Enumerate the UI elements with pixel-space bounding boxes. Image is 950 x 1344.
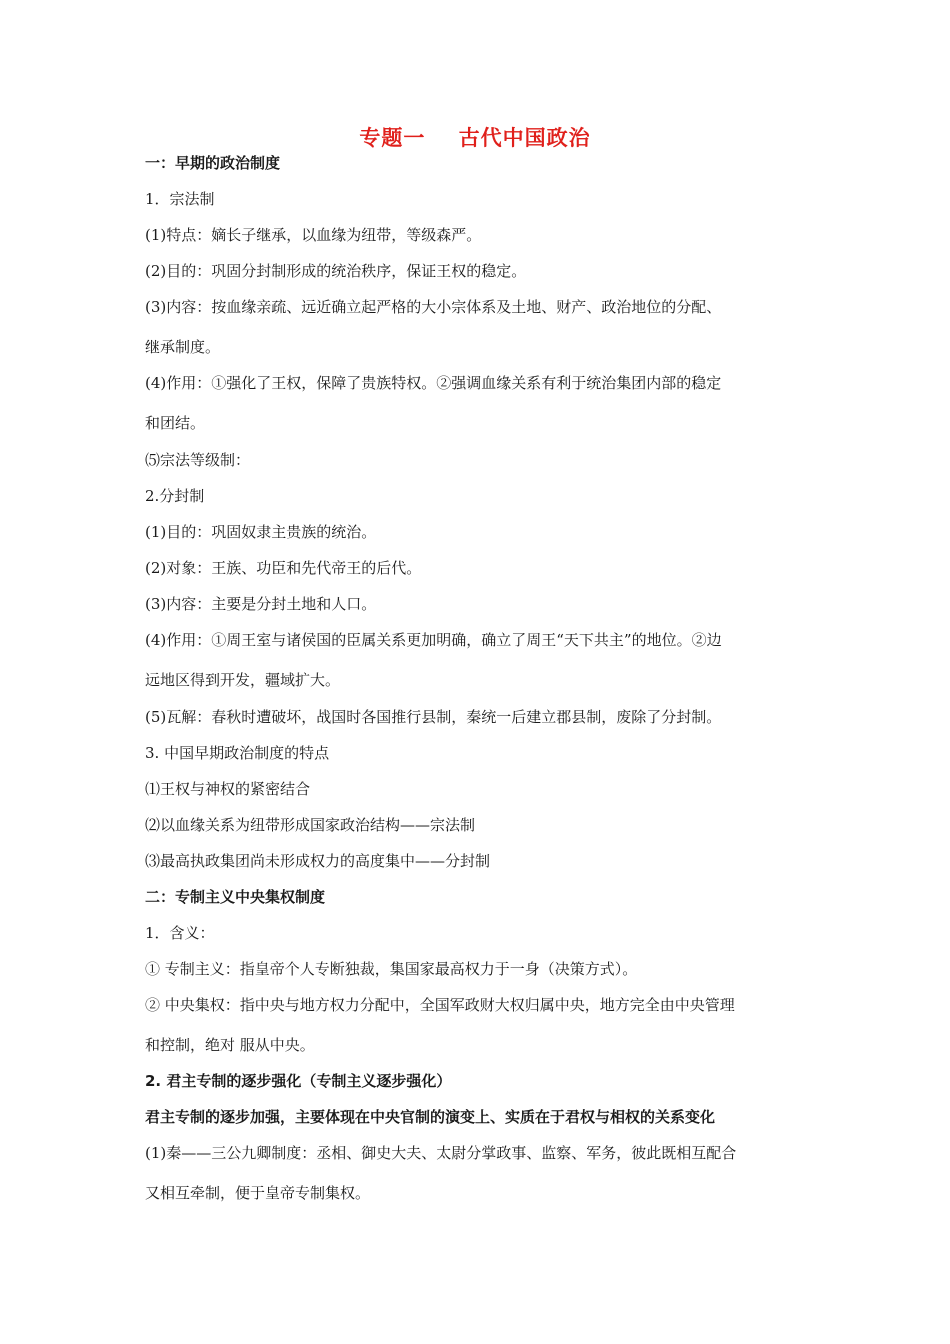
text-line: 远地区得到开发，疆域扩大。	[145, 671, 341, 689]
text-line: 又相互牵制，便于皇帝专制集权。	[145, 1184, 371, 1202]
text-line: (1)特点：嫡长子继承，以血缘为纽带，等级森严。	[145, 226, 482, 244]
bold-statement: 君主专制的逐步加强，主要体现在中央官制的演变上、实质在于君权与相权的关系变化	[145, 1108, 716, 1126]
subsection-heading: 1．宗法制	[145, 190, 215, 208]
text-line: (4)作用：①强化了王权，保障了贵族特权。②强调血缘关系有利于统治集团内部的稳定	[145, 374, 722, 392]
section-heading: 一：早期的政治制度	[145, 154, 281, 172]
text-line: (2)目的：巩固分封制形成的统治秩序，保证王权的稳定。	[145, 262, 527, 280]
section-heading: 二：专制主义中央集权制度	[145, 888, 326, 906]
subsection-heading: 1．含义：	[145, 924, 215, 942]
text-line: (1)目的：巩固奴隶主贵族的统治。	[145, 523, 377, 541]
text-line: (1)秦——三公九卿制度：丞相、御史大夫、太尉分掌政事、监察、军务，彼此既相互配合	[145, 1144, 737, 1162]
text-line: ① 专制主义：指皇帝个人专断独裁，集国家最高权力于一身（决策方式）。	[145, 960, 638, 978]
text-line: 和控制，绝对 服从中央。	[145, 1036, 315, 1054]
subsection-heading: 3. 中国早期政治制度的特点	[145, 744, 330, 762]
text-line: ⑶最高执政集团尚未形成权力的高度集中——分封制	[145, 852, 491, 870]
text-line: ⑵以血缘关系为纽带形成国家政治结构——宗法制	[145, 816, 476, 834]
text-line: (3)内容：按血缘亲疏、远近确立起严格的大小宗体系及土地、财产、政治地位的分配、	[145, 298, 722, 316]
text-line: 继承制度。	[145, 338, 221, 356]
text-line: (5)瓦解：春秋时遭破坏，战国时各国推行县制，秦统一后建立郡县制，废除了分封制。	[145, 708, 722, 726]
subsection-heading-bold: 2. 君主专制的逐步强化（专制主义逐步强化）	[145, 1072, 452, 1090]
text-line: 和团结。	[145, 414, 206, 432]
text-line: ⑸宗法等级制：	[145, 451, 251, 469]
text-line: (4)作用：①周王室与诸侯国的臣属关系更加明确，确立了周王“天下共主”的地位。②边	[145, 631, 722, 649]
page-title: 专题一 古代中国政治	[359, 126, 591, 150]
text-line: ⑴王权与神权的紧密结合	[145, 780, 311, 798]
text-line: (2)对象：王族、功臣和先代帝王的后代。	[145, 559, 422, 577]
subsection-heading: 2.分封制	[145, 487, 205, 505]
text-line: ② 中央集权：指中央与地方权力分配中，全国军政财大权归属中央，地方完全由中央管理	[145, 996, 735, 1014]
text-line: (3)内容：主要是分封土地和人口。	[145, 595, 377, 613]
